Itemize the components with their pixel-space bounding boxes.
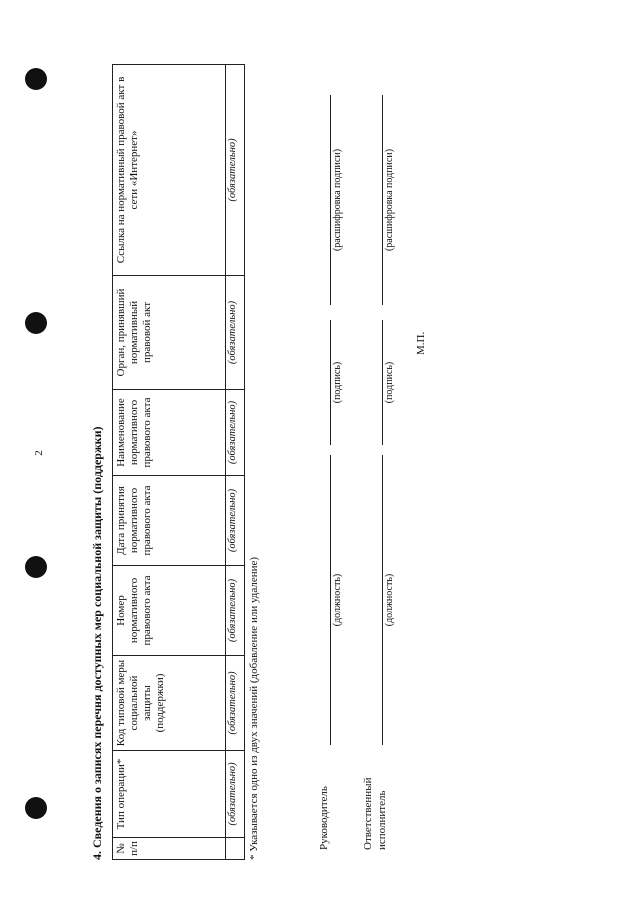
head-decoding-line — [330, 95, 331, 305]
stamp-placeholder: М.П. — [415, 331, 427, 355]
punch-hole-3 — [25, 556, 47, 578]
head-position-caption: (должность) — [332, 573, 343, 627]
executor-position-caption: (должность) — [384, 573, 395, 627]
col-header-act-name: Наименование нормативного правового акта — [113, 390, 226, 476]
table-header-row — [113, 65, 226, 860]
footnote: * Указывается одно из двух значений (добавление или удаление) — [248, 556, 260, 860]
table-row — [226, 65, 245, 860]
executor-position-line — [382, 455, 383, 745]
executor-decoding-line — [382, 95, 383, 305]
col-header-act-authority: Орган, принявший нормативный правовой акт — [113, 276, 226, 390]
table-cell — [226, 838, 245, 860]
executor-decoding-caption: (расшифровка подписи) — [384, 148, 395, 252]
col-header-act-link: Ссылка на нормативный правовой акт в сети «Интернет» — [113, 65, 226, 276]
punch-hole-1 — [25, 68, 47, 90]
col-header-act-number: Номер нормативного правового акта — [113, 566, 226, 656]
executor-label-line2: исполнитель — [375, 790, 388, 850]
executor-signature-line — [382, 320, 383, 445]
table-cell: (обязательно) — [226, 751, 245, 838]
rotated-content — [90, 40, 430, 860]
col-header-measure-code: Код типовой меры социальной защиты (поддержки) — [113, 656, 226, 751]
table-cell: (обязательно) — [226, 276, 245, 390]
executor-signature-caption: (подпись) — [384, 361, 395, 404]
col-header-number: № п/п — [113, 838, 226, 860]
executor-label — [362, 778, 390, 850]
table-cell: (обязательно) — [226, 566, 245, 656]
executor-label-line1: Ответственный — [362, 777, 374, 850]
table-cell: (обязательно) — [226, 65, 245, 276]
col-header-operation-type: Тип операции* — [113, 751, 226, 838]
table-cell: (обязательно) — [226, 476, 245, 566]
records-table — [112, 64, 245, 860]
head-position-line — [330, 455, 331, 745]
punch-hole-2 — [25, 312, 47, 334]
head-decoding-caption: (расшифровка подписи) — [332, 148, 343, 252]
col-header-act-date: Дата принятия нормативного правового акта — [113, 476, 226, 566]
table-cell: (обязательно) — [226, 656, 245, 751]
head-signature-line — [330, 320, 331, 445]
punch-hole-4 — [25, 797, 47, 819]
head-signature-caption: (подпись) — [332, 361, 343, 404]
page-number: 2 — [32, 450, 45, 456]
table-cell: (обязательно) — [226, 390, 245, 476]
head-label: Руководитель — [318, 786, 330, 850]
section-heading: 4. Сведения о записях перечня доступных мер социальной защиты (поддержки) — [90, 426, 104, 860]
